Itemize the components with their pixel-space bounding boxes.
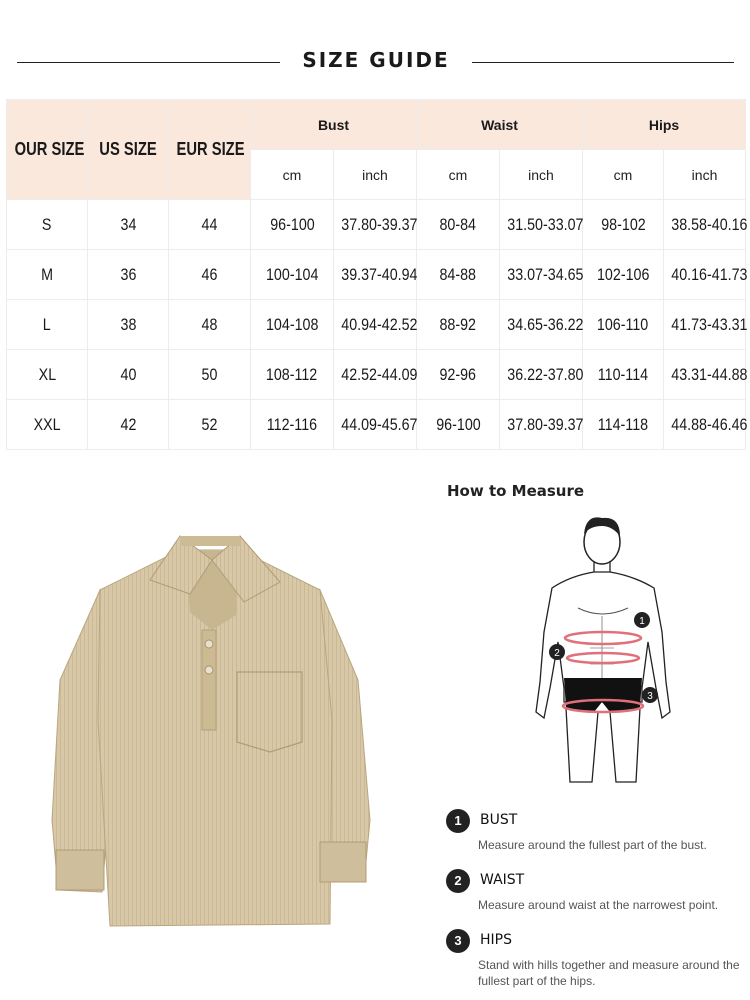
table-cell: 40: [88, 350, 169, 400]
table-cell: 106-110: [583, 300, 664, 350]
table-cell: XXL: [7, 400, 88, 450]
table-cell: 46: [169, 250, 251, 300]
page-title: SIZE GUIDE: [302, 48, 450, 72]
table-cell: 96-100: [417, 400, 500, 450]
table-row: [7, 400, 746, 450]
table-row: [7, 200, 746, 250]
table-cell: 40.16-41.73: [664, 250, 746, 300]
unit-header: cm: [583, 150, 664, 200]
unit-header: cm: [251, 150, 334, 200]
measure-description: Measure around the fullest part of the bust.: [478, 838, 707, 852]
table-cell: 44: [169, 200, 251, 250]
table-cell: 100-104: [251, 250, 334, 300]
table-cell: 50: [169, 350, 251, 400]
table-row: [7, 350, 746, 400]
table-cell: 84-88: [417, 250, 500, 300]
header-our-size: OUR SIZE: [7, 100, 88, 200]
header-eur-size: EUR SIZE: [169, 100, 251, 200]
table-cell: 98-102: [583, 200, 664, 250]
table-cell: S: [7, 200, 88, 250]
body-outline-illustration: [530, 512, 680, 797]
table-cell: M: [7, 250, 88, 300]
measure-label: BUST: [480, 812, 518, 828]
table-cell: 34.65-36.22: [500, 300, 583, 350]
table-cell: 92-96: [417, 350, 500, 400]
number-badge: 3: [446, 929, 470, 953]
table-cell: 80-84: [417, 200, 500, 250]
shirt-illustration: [40, 520, 400, 940]
table-cell: 44.88-46.46: [664, 400, 746, 450]
table-cell: XL: [7, 350, 88, 400]
product-image: [40, 520, 400, 940]
marker-label: 2: [554, 648, 560, 659]
header-bust: Bust: [251, 100, 417, 150]
header-waist: Waist: [417, 100, 583, 150]
table-cell: 96-100: [251, 200, 334, 250]
table-cell: L: [7, 300, 88, 350]
table-cell: 43.31-44.88: [664, 350, 746, 400]
table-cell: 42.52-44.09: [334, 350, 417, 400]
unit-header: cm: [417, 150, 500, 200]
how-to-measure-title: How to Measure: [447, 482, 585, 500]
number-badge: 1: [446, 809, 470, 833]
table-cell: 34: [88, 200, 169, 250]
number-badge: 2: [446, 869, 470, 893]
table-cell: 41.73-43.31: [664, 300, 746, 350]
table-row: [7, 300, 746, 350]
table-row: [7, 250, 746, 300]
table-cell: 33.07-34.65: [500, 250, 583, 300]
table-cell: 110-114: [583, 350, 664, 400]
unit-header: inch: [500, 150, 583, 200]
table-cell: 40.94-42.52: [334, 300, 417, 350]
header-us-size: US SIZE: [88, 100, 169, 200]
measure-description: Measure around waist at the narrowest point.: [478, 898, 719, 912]
table-cell: 39.37-40.94: [334, 250, 417, 300]
table-cell: 44.09-45.67: [334, 400, 417, 450]
table-cell: 52: [169, 400, 251, 450]
unit-header: inch: [334, 150, 417, 200]
measure-description: Stand with hills together and measure around the fullest part of the hips.: [478, 958, 740, 988]
table-cell: 37.80-39.37: [334, 200, 417, 250]
table-cell: 112-116: [251, 400, 334, 450]
table-cell: 88-92: [417, 300, 500, 350]
divider-left: [17, 62, 280, 63]
table-cell: 42: [88, 400, 169, 450]
table-cell: 48: [169, 300, 251, 350]
table-cell: 108-112: [251, 350, 334, 400]
table-cell: 104-108: [251, 300, 334, 350]
table-cell: 36.22-37.80: [500, 350, 583, 400]
body-figure: [530, 512, 680, 797]
table-cell: 31.50-33.07: [500, 200, 583, 250]
measure-label: HIPS: [480, 932, 512, 948]
measure-label: WAIST: [480, 872, 525, 888]
table-cell: 38.58-40.16: [664, 200, 746, 250]
size-table: [6, 99, 746, 450]
marker-label: 1: [639, 616, 645, 627]
size-guide-header: [0, 40, 750, 86]
table-cell: 38: [88, 300, 169, 350]
divider-right: [472, 62, 734, 63]
table-cell: 102-106: [583, 250, 664, 300]
table-cell: 114-118: [583, 400, 664, 450]
table-cell: 36: [88, 250, 169, 300]
unit-header: inch: [664, 150, 746, 200]
marker-label: 3: [647, 691, 653, 702]
header-hips: Hips: [583, 100, 746, 150]
table-cell: 37.80-39.37: [500, 400, 583, 450]
